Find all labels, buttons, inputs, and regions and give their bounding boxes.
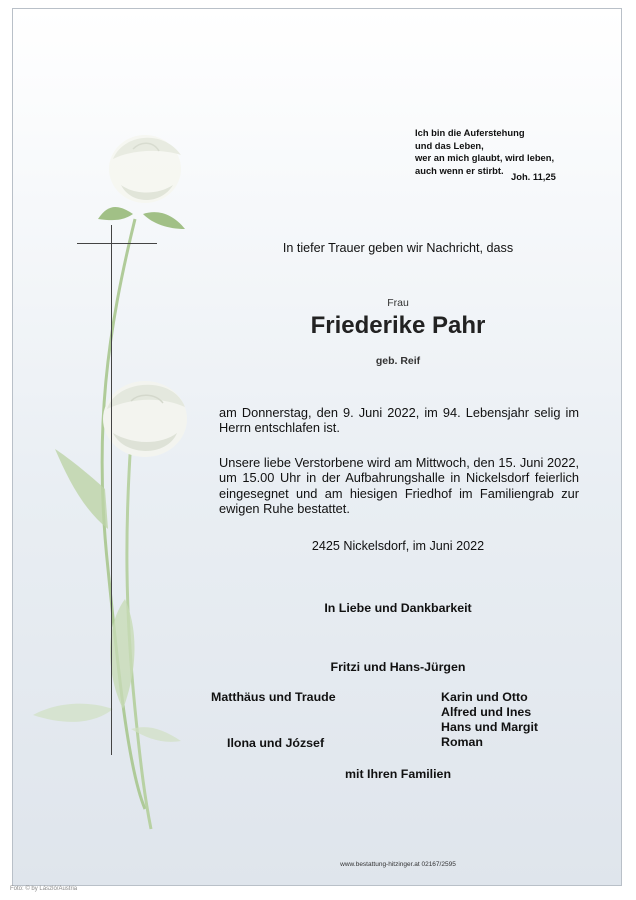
verse-line: auch wenn er stirbt. <box>415 164 504 176</box>
mourner-left-1: Matthäus und Traude <box>211 690 336 704</box>
mourner-left-2: Ilona und József <box>227 736 325 750</box>
maiden-name: geb. Reif <box>375 355 421 367</box>
mourner-right-1: Karin und Otto <box>441 690 528 704</box>
verse-line: wer an mich glaubt, wird leben, <box>415 152 555 163</box>
funeral-details-paragraph: Unsere liebe Verstorbene wird am Mittwoch, den 15. Juni 2022, um 15.00 Uhr in der Aufbahrungshalle in Nickelsdorf feierlich eingesegnet und am hiesigen Friedhof im Familiengrab zur ewigen Ruhe bestattet. <box>219 455 579 517</box>
bible-verse <box>415 127 554 177</box>
verse-reference: Joh. 11,25 <box>511 171 556 182</box>
death-announcement-paragraph: am Donnerstag, den 9. Juni 2022, im 94. Lebensjahr selig im Herrn entschlafen ist. <box>219 405 579 436</box>
obituary-card <box>12 8 622 886</box>
place-date: 2425 Nickelsdorf, im Juni 2022 <box>311 539 485 553</box>
verse-line: und das Leben, <box>415 139 484 151</box>
mourner-right-4: Roman <box>441 735 483 749</box>
mourner-center: Fritzi und Hans-Jürgen <box>330 660 466 674</box>
intro-text: In tiefer Trauer geben wir Nachricht, dass <box>282 241 514 255</box>
deceased-name: Friederike Pahr <box>310 312 486 339</box>
families-line: mit Ihren Familien <box>344 767 452 781</box>
funeral-home-footer: www.bestattung-hitzinger.at 02167/2595 <box>340 861 456 868</box>
cross-horizontal-bar <box>77 243 157 244</box>
photo-credit: Foto: © by László/Austria <box>10 886 78 892</box>
verse-line: Ich bin die Auferstehung <box>415 127 525 138</box>
cross-vertical-bar <box>111 225 112 755</box>
thanks-line: In Liebe und Dankbarkeit <box>324 601 472 615</box>
mourner-right-3: Hans und Margit <box>441 720 539 734</box>
salutation: Frau <box>387 297 409 309</box>
white-roses-illustration <box>13 9 213 885</box>
mourner-right-2: Alfred und Ines <box>441 705 532 719</box>
